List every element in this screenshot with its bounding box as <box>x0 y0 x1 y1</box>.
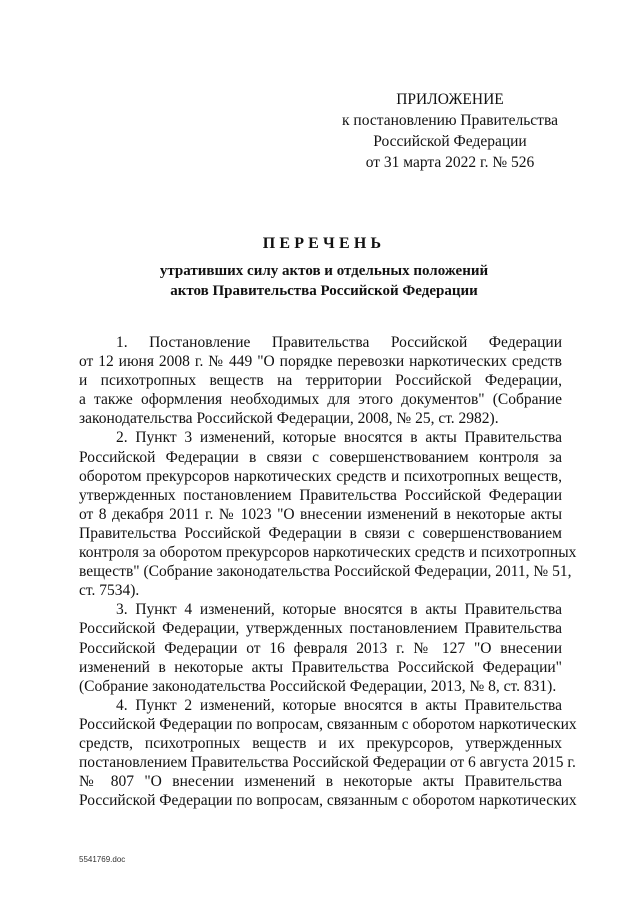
appendix-line-1: к постановлению Правительства <box>342 112 558 129</box>
text-line: ст. 7534). <box>79 582 140 600</box>
text-line: Правительства Российской Федерации в связи с совершенствованием <box>79 524 562 542</box>
text-line: законодательства Российской Федерации, 2008, № 25, ст. 2982). <box>79 410 499 428</box>
text-line: 3. Пункт 4 изменений, которые вносятся в акты Правительства <box>116 601 562 619</box>
appendix-heading: ПРИЛОЖЕНИЕ <box>396 91 504 108</box>
subtitle-line-2: актов Правительства Российской Федерации <box>170 283 478 299</box>
text-line: веществ" (Собрание законодательства Российской Федерации, 2011, № 51, <box>79 563 572 581</box>
appendix-line-2: Российской Федерации <box>373 133 527 150</box>
paragraph-2 <box>79 428 577 600</box>
document-body <box>79 333 577 810</box>
text-line: а также оформления необходимых для этого документов" (Собрание <box>79 391 562 409</box>
text-line: 4. Пункт 2 изменений, которые вносятся в акты Правительства <box>116 696 562 714</box>
text-line: 2. Пункт 3 изменений, которые вносятся в акты Правительства <box>116 429 562 447</box>
text-line: от 8 декабря 2011 г. № 1023 "О внесении изменений в некоторые акты <box>79 505 562 523</box>
document-subtitle <box>0 261 640 301</box>
appendix-line-3: от 31 марта 2022 г. № 526 <box>365 154 535 171</box>
footer-filename: 5541769.doc <box>79 855 126 864</box>
text-line: постановлением Правительства Российской Федерации от 6 августа 2015 г. <box>79 754 576 772</box>
paragraph-3 <box>79 600 562 695</box>
text-line: Российской Федерации по вопросам, связанным с оборотом наркотических <box>79 715 577 733</box>
subtitle-line-1: утративших силу актов и отдельных положений <box>159 263 489 279</box>
text-line: Российской Федерации, утвержденных постановлением Правительства <box>79 620 562 638</box>
appendix-header <box>330 89 570 173</box>
text-line: 1. Постановление Правительства Российской Федерации <box>116 334 562 351</box>
paragraph-4 <box>79 696 577 811</box>
text-line: утвержденных постановлением Правительства Российской Федерации <box>79 486 562 504</box>
text-line: от 12 июня 2008 г. № 449 "О порядке перевозки наркотических средств <box>79 353 562 371</box>
document-title: ПЕРЕЧЕНЬ <box>262 235 386 252</box>
text-line: № 807 "О внесении изменений в некоторые акты Правительства <box>79 773 562 791</box>
paragraph-1 <box>79 333 562 428</box>
text-line: изменений в некоторые акты Правительства Российской Федерации" <box>79 658 562 676</box>
text-line: и психотропных веществ на территории Российской Федерации, <box>79 372 562 390</box>
text-line: контроля за оборотом прекурсоров наркотических средств и психотропных <box>79 544 577 562</box>
text-line: Российской Федерации от 16 февраля 2013 г. № 127 "О внесении <box>79 639 562 657</box>
text-line: (Собрание законодательства Российской Федерации, 2013, № 8, ст. 831). <box>79 677 557 695</box>
text-line: Российской Федерации по вопросам, связанным с оборотом наркотических <box>79 792 577 810</box>
text-line: Российской Федерации в связи с совершенствованием контроля за <box>79 448 562 466</box>
text-line: средств, психотропных веществ и их прекурсоров, утвержденных <box>79 734 562 752</box>
text-line: оборотом прекурсоров наркотических средств и психотропных веществ, <box>79 467 562 485</box>
